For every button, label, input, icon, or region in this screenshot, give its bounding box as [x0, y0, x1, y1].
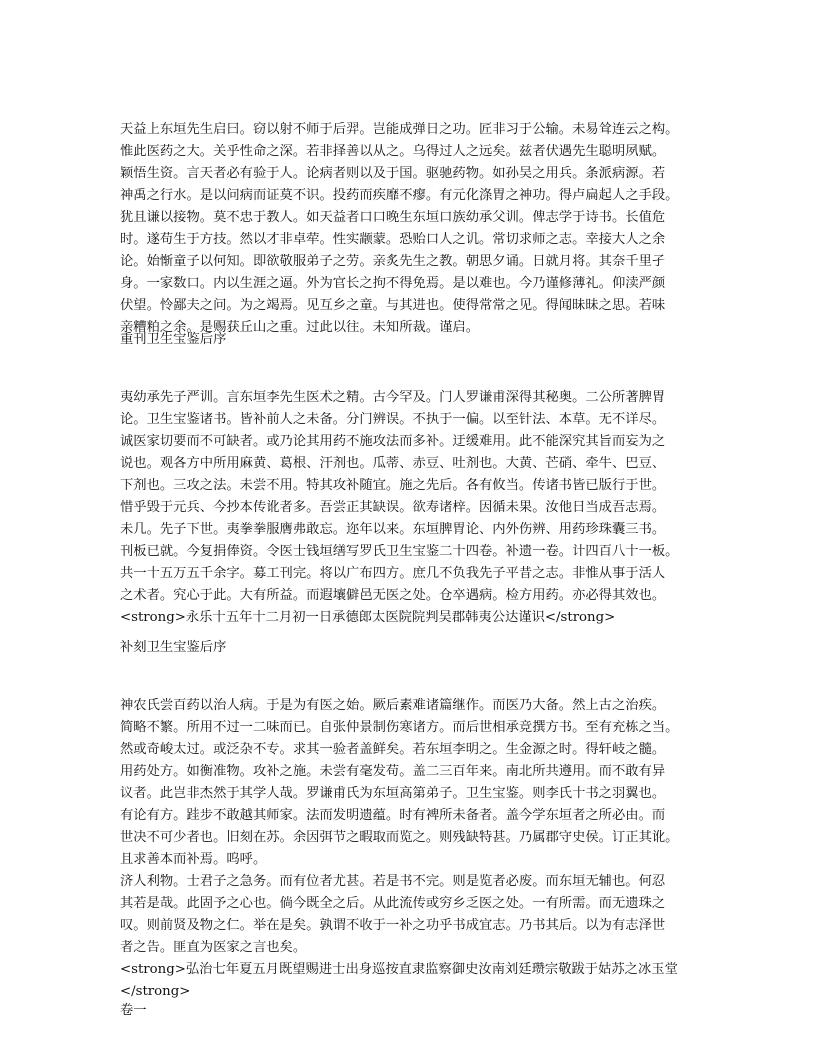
text-line: 伏望。怜鄙夫之问。为之竭焉。见互乡之童。与其进也。使得常常之见。得闻昧昧之思。若味	[120, 298, 666, 313]
text-line: 惟此医药之大。关乎性命之深。若非择善以从之。乌得过人之远矣。兹者伏遇先生聪明夙赋。	[120, 144, 666, 159]
text-line: 夷幼承先子严训。言东垣李先生医术之精。古今罕及。门人罗谦甫深得其秘奥。二公所著脾胃	[120, 390, 666, 405]
text-line: <strong>永乐十五年十二月初一日承德郎太医院院判吴郡韩夷公达谨识</strong>	[120, 610, 616, 625]
text-line: 其若是哉。此固予之心也。倘今既全之后。从此流传或穷乡乏医之处。一有所需。而无遗珠之	[120, 896, 666, 911]
text-line: 简略不繁。所用不过一二味而已。自张仲景制伤寒诸方。而后世相承竞撰方书。至有充栋之当。	[120, 720, 679, 735]
text-line: 诚医家切要而不可缺者。或乃论其用药不施攻法而多补。迂缓难用。此不能深究其旨而妄为之	[120, 434, 666, 449]
text-line: 共一十五万五千余字。募工刊完。将以广布四方。庶几不负我先子平昔之志。非惟从事于活人	[120, 566, 666, 581]
text-line: 且求善本而补焉。呜呼。	[120, 852, 267, 867]
text-line: 论。卫生宝鉴诸书。皆补前人之未备。分门辨误。不执于一偏。以至针法、本草。无不详尽。	[120, 412, 666, 427]
text-line: 说也。观各方中所用麻黄、葛根、汗剂也。瓜蒂、赤豆、吐剂也。大黄、芒硝、牵牛、巴豆、	[120, 456, 666, 471]
text-line: 之术者。究心于此。大有所益。而遐壤僻邑无医之处。仓卒遇病。检方用药。亦必得其效也。	[120, 588, 666, 603]
text-line: 用药处方。如衡准物。攻补之施。未尝有毫发苟。盖二三百年来。南北所共遵用。而不敢有异	[120, 764, 666, 779]
text-line: <strong>弘治七年夏五月既望赐进士出身巡按直隶监察御史汝南刘廷瓒宗敬跋于姑苏之冰玉堂	[120, 962, 678, 977]
section-heading-2: 补刻卫生宝鉴后序	[120, 640, 227, 655]
text-line: </strong>	[120, 984, 191, 999]
text-line: 惜乎毁于元兵、今抄本传讹者多。吾尝正其缺误。欲寿诸梓。因循未果。汝他日当成吾志焉。	[120, 500, 666, 515]
text-line: 神农氏尝百药以治人病。于是为有医之始。厥后素难诸篇继作。而医乃大备。然上古之治疾。	[120, 698, 666, 713]
text-line: 神禹之行水。是以问病而证莫不识。投药而疾靡不瘳。有元化涤胃之神功。得卢扁起人之手段。	[120, 188, 679, 203]
text-line: 下剂也。三攻之法。未尝不用。特其攻补随宜。施之先后。各有攸当。传诸书皆已版行于世。	[120, 478, 666, 493]
text-line: 论。始惭童子以何知。即欲敬服弟子之劳。亲炙先生之教。朝思夕诵。日就月将。其奈千里孑	[120, 254, 666, 269]
letter-paragraph	[120, 119, 700, 339]
text-line: 世决不可少者也。旧刻在苏。余因弭节之暇取而览之。则残缺特甚。乃属郡守史侯。订正其讹。	[120, 830, 679, 845]
text-line: 济人利物。士君子之急务。而有位者尤甚。若是书不完。则是览者必废。而东垣无辅也。何忍	[120, 874, 666, 889]
text-line: 议者。此岂非杰然于其学人哉。罗谦甫氏为东垣高第弟子。卫生宝鉴。则李氏十书之羽翼也。	[120, 786, 666, 801]
section-heading-3: 卷一	[120, 1003, 147, 1018]
text-line: 犹且谦以接物。莫不忠于教人。如天益者口口晚生东垣口族幼承父训。俾志学于诗书。长值危	[120, 210, 666, 225]
text-line: 天益上东垣先生启曰。窃以射不师于后羿。岂能成弹日之功。匠非习于公输。未易耸连云之构。	[120, 122, 679, 137]
text-line: 颖悟生资。言天者必有验于人。论病者则以及于国。驱驰药物。如孙吴之用兵。条派病源。若	[120, 166, 666, 181]
text-line: 亲糟粕之余。是赐获丘山之重。过此以往。未知所裁。谨启。	[120, 320, 480, 335]
preface-2-paragraph	[120, 695, 700, 1003]
text-line: 未几。先子下世。夷拳拳服膺弗敢忘。迩年以来。东垣脾胃论、内外伤辨、用药珍珠囊三书。	[120, 522, 666, 537]
text-line: 者之告。匪直为医家之言也矣。	[120, 940, 307, 955]
preface-1-paragraph	[120, 387, 700, 629]
text-line: 然或奇峻太过。或泛杂不专。求其一验者盖鲜矣。若东垣李明之。生金源之时。得轩岐之髓。	[120, 742, 666, 757]
section-heading-1: 重刊卫生宝鉴后序	[120, 332, 227, 347]
text-line: 身。一家数口。内以生涯之逼。外为官长之拘不得免焉。是以难也。今乃谨修薄礼。仰渎严颜	[120, 276, 666, 291]
text-line: 时。遂苟生于方技。然以才非卓荦。性实颛蒙。恐贻口人之讥。常切求师之志。幸接大人之余	[120, 232, 666, 247]
text-line: 有论有方。跬步不敢越其师家。法而发明遗蕴。时有裨所未备者。盖今学东垣者之所必由。而	[120, 808, 666, 823]
text-line: 叹。则前贤及物之仁。举在是矣。孰谓不收于一补之功乎书成宜志。乃书其后。以为有志泽世	[120, 918, 666, 933]
text-line: 刊板已就。今复捐俸资。令医士钱垣缮写罗氏卫生宝鉴二十四卷。补遗一卷。计四百八十一板。	[120, 544, 679, 559]
